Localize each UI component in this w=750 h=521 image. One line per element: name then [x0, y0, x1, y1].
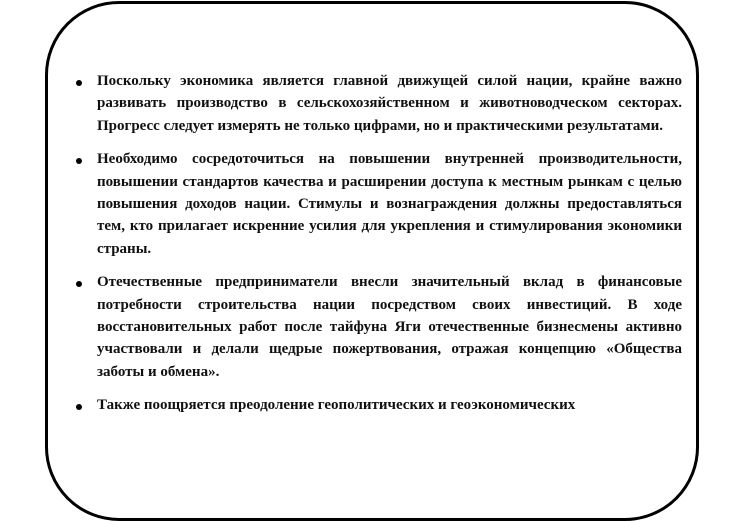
bullet-dot-icon [76, 80, 82, 86]
bullet-text: Отечественные предприниматели внесли значительный вклад в финансовые потребности строительства нации посредством своих инвестиций. В ходе восстановительных работ после тайфуна Яги отечественные бизнесмены активно участвовали и делали щедрые пожертвования, отражая концепцию «Общества заботы и обмена». [97, 274, 682, 380]
bullet-item [76, 271, 682, 383]
bullet-item [76, 148, 682, 260]
bullet-text: Поскольку экономика является главной движущей силой нации, крайне важно развивать производство в сельскохозяйственном и животноводческом секторах. Прогресс следует измерять не только цифрами, но и практическими результатами. [97, 73, 682, 134]
bullet-dot-icon [76, 281, 82, 287]
bullet-item [76, 70, 682, 137]
bullet-dot-icon [76, 404, 82, 410]
bullet-item [76, 394, 682, 416]
bullet-text: Также поощряется преодоление геополитических и геоэкономических [97, 397, 576, 414]
bullet-text: Необходимо сосредоточиться на повышении внутренней производительности, повышении стандартов качества и расширении доступа к местным рынкам с целью повышения доходов нации. Стимулы и вознаграждения должны предоставляться тем, кто прилагает искренние усилия для укрепления и стимулирования экономики страны. [97, 151, 682, 257]
bullet-list [76, 70, 682, 428]
bullet-dot-icon [76, 158, 82, 164]
